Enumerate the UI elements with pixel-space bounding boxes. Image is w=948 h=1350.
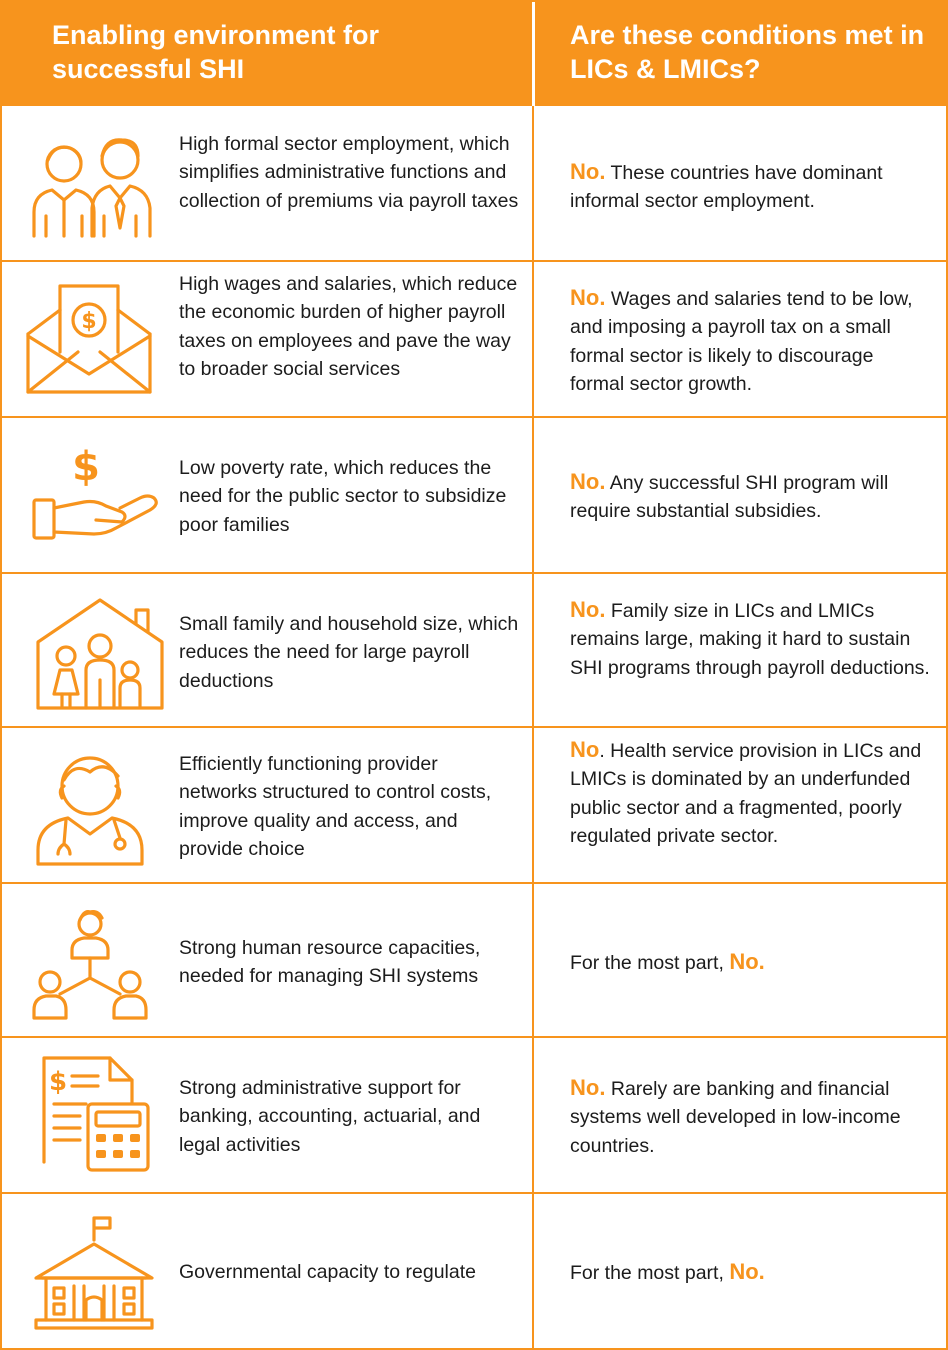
answer-no: No.: [570, 285, 606, 310]
condition-text: Small family and household size, which reduces the need for large payroll deductions: [179, 613, 519, 692]
family-house-icon: [24, 590, 164, 710]
answer-text: [570, 1258, 930, 1287]
answer-text: [570, 468, 930, 526]
answer-detail: Family size in LICs and LMICs remains large, making it hard to sustain SHI programs through payroll deductions.: [570, 600, 930, 679]
table-row: [2, 574, 946, 728]
svg-text:$: $: [81, 309, 97, 334]
column-divider: [532, 1038, 534, 1194]
svg-text:$: $: [48, 1067, 68, 1097]
column-divider: [532, 106, 534, 262]
column-divider: [532, 884, 534, 1038]
answer-detail: Any successful SHI program will require substantial subsidies.: [570, 472, 889, 523]
answer-no: No.: [570, 1075, 606, 1100]
header-conditions-met: Are these conditions met in LICs & LMICs?: [570, 20, 925, 84]
answer-no: No.: [729, 949, 765, 974]
svg-text:$: $: [72, 444, 100, 490]
header-divider: [532, 2, 535, 106]
answer-no: No: [570, 737, 600, 762]
salary-envelope-icon: [24, 278, 164, 398]
answer-detail: Wages and salaries tend to be low, and imposing a payroll tax on a small formal sector is likely to discourage formal sector growth.: [570, 288, 913, 395]
column-divider: [532, 1194, 534, 1348]
table-row: [2, 262, 946, 418]
column-divider: [532, 728, 534, 884]
condition-text: Low poverty rate, which reduces the need for the public sector to subsidize poor families: [179, 457, 507, 536]
doctor-icon: [24, 746, 164, 866]
table-row: [2, 1038, 946, 1194]
invoice-calculator-icon: [24, 1054, 164, 1174]
condition-text: High formal sector employment, which simplifies administrative functions and collection of premiums via payroll taxes: [179, 133, 519, 212]
condition-text: Strong administrative support for banking, accounting, actuarial, and legal activities: [179, 1077, 481, 1156]
answer-detail: These countries have dominant informal sector employment.: [570, 162, 883, 213]
answer-no: No.: [570, 159, 606, 184]
hand-dollar-icon: [24, 436, 164, 556]
header-enabling-environment: Enabling environment for successful SHI: [52, 20, 380, 84]
condition-text: Strong human resource capacities, needed for managing SHI systems: [179, 937, 481, 988]
table-row: [2, 106, 946, 262]
answer-text: [570, 158, 930, 216]
table-row: [2, 884, 946, 1038]
team-network-icon: [24, 902, 164, 1022]
government-building-icon: [24, 1214, 164, 1334]
condition-text: Efficiently functioning provider networks structured to control costs, improve quality and access, and provide choice: [179, 753, 492, 860]
table-row: [2, 1194, 946, 1348]
answer-text: [570, 596, 930, 682]
table-row: [2, 728, 946, 884]
answer-no: No.: [729, 1259, 765, 1284]
column-divider: [532, 262, 534, 418]
workers-icon: [24, 124, 164, 244]
answer-prefix: For the most part,: [570, 1262, 730, 1284]
table-header: [2, 2, 946, 106]
answer-detail: Rarely are banking and financial systems well developed in low-income countries.: [570, 1078, 901, 1157]
answer-detail: . Health service provision in LICs and LMICs is dominated by an underfunded public sector and a fragmented, poorly regulated private sector.: [570, 740, 922, 847]
answer-text: [570, 284, 930, 398]
answer-prefix: For the most part,: [570, 952, 730, 974]
answer-text: [570, 736, 930, 850]
condition-text: High wages and salaries, which reduce the economic burden of higher payroll taxes on employees and pave the way to broader social services: [179, 273, 518, 380]
answer-text: [570, 948, 930, 977]
answer-no: No.: [570, 597, 606, 622]
table-row: [2, 418, 946, 574]
answer-no: No.: [570, 469, 606, 494]
condition-text: Governmental capacity to regulate: [179, 1261, 476, 1283]
column-divider: [532, 574, 534, 728]
answer-text: [570, 1074, 930, 1160]
column-divider: [532, 418, 534, 574]
